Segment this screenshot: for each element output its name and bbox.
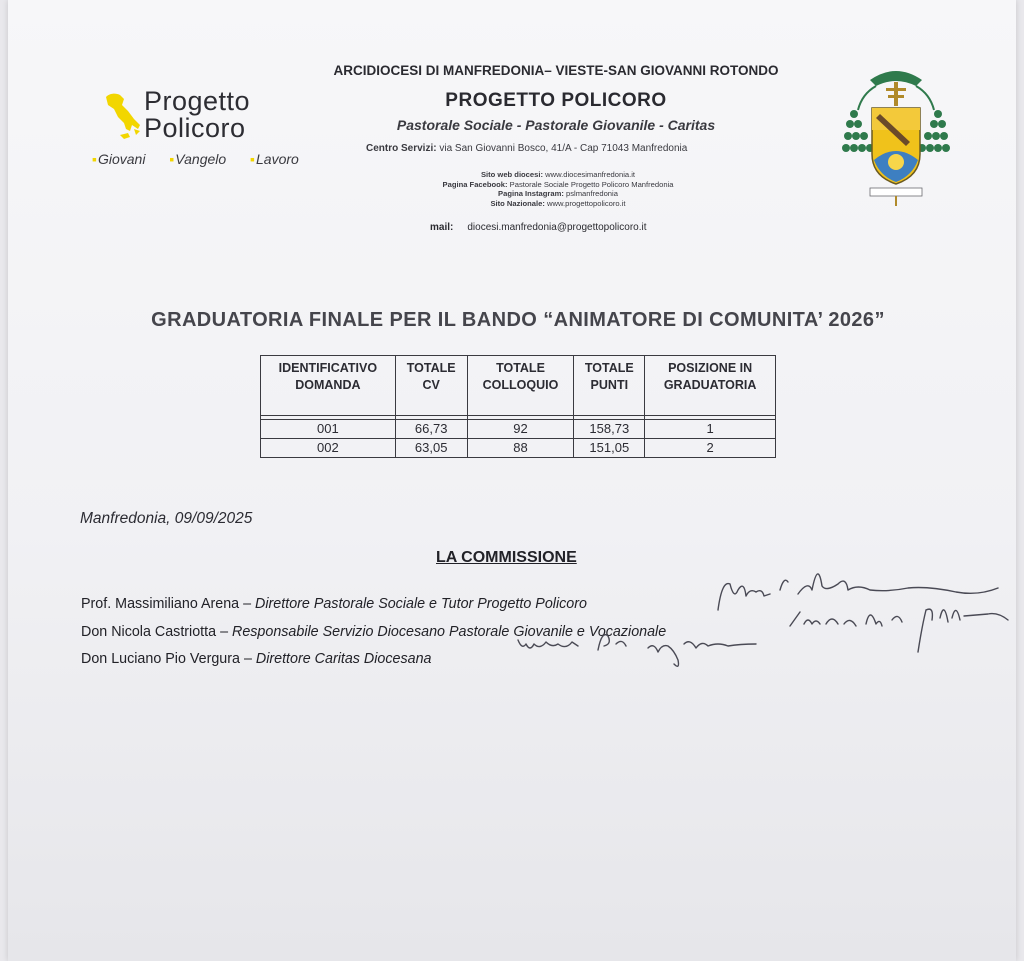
episcopal-crest-icon <box>840 64 952 210</box>
member-name: Don Luciano Pio Vergura <box>81 651 240 667</box>
logo-wordmark-line2: Policoro <box>144 113 246 143</box>
mail-address: diocesi.manfredonia@progettopolicoro.it <box>467 222 647 233</box>
logo-wordmark-line1: Progetto <box>144 86 251 116</box>
tagline-item: ▪Vangelo <box>169 151 227 167</box>
tagline-item: ▪Lavoro <box>250 151 299 167</box>
ranking-table <box>260 355 776 458</box>
column-header: TOTALE CV <box>395 356 467 416</box>
signature-arena <box>718 574 998 610</box>
national-site-line: Sito Nazionale: www.progettopolicoro.it <box>490 198 626 208</box>
mail-label: mail: <box>430 222 454 233</box>
member-name: Prof. Massimiliano Arena <box>81 596 240 612</box>
handwritten-signatures <box>508 540 1018 680</box>
table-cell: 92 <box>467 420 574 439</box>
facebook-line: Pagina Facebook: Pastorale Sociale Progetto Policoro Manfredonia <box>442 179 674 189</box>
table-cell: 2 <box>645 439 776 458</box>
project-title: PROGETTO POLICORO <box>445 90 667 111</box>
document-date: Manfredonia, 09/09/2025 <box>80 510 253 527</box>
member-role: Responsabile Servizio Diocesano Pastorale Giovanile e Vocazionale <box>232 624 667 640</box>
column-header: TOTALE COLLOQUIO <box>467 356 574 416</box>
service-center-address: via San Giovanni Bosco, 41/A - Cap 71043 Manfredonia <box>439 143 688 154</box>
table-header-row <box>261 356 776 416</box>
table-cell: 66,73 <box>395 420 467 439</box>
logo-tagline <box>92 151 319 167</box>
tagline-item: ▪Giovani <box>92 151 146 167</box>
table-row <box>261 439 776 458</box>
document-title: GRADUATORIA FINALE PER IL BANDO “ANIMATORE DI COMUNITA’ 2026” <box>151 309 885 331</box>
service-center-line <box>366 143 687 154</box>
website-line: Sito web diocesi: www.diocesimanfredonia.it <box>480 170 636 179</box>
commission-member: Don Luciano Pio Vergura – Direttore Caritas Diocesana <box>81 651 432 667</box>
signature-castriotta <box>790 609 1008 652</box>
table-cell: 151,05 <box>574 439 645 458</box>
table-cell: 001 <box>261 420 396 439</box>
commission-heading: LA COMMISSIONE <box>436 549 577 566</box>
table-row <box>261 420 776 439</box>
table-cell: 1 <box>645 420 776 439</box>
commission-member: Don Nicola Castriotta – Responsabile Servizio Diocesano Pastorale Giovanile e Vocazionale <box>81 624 667 640</box>
service-center-label: Centro Servizi: <box>366 143 437 154</box>
table-cell: 158,73 <box>574 420 645 439</box>
mail-line <box>430 222 646 233</box>
column-header: IDENTIFICATIVO DOMANDA <box>261 356 396 416</box>
table-cell: 002 <box>261 439 396 458</box>
project-subtitle: Pastorale Sociale - Pastorale Giovanile - Caritas <box>396 117 716 133</box>
table-cell: 88 <box>467 439 574 458</box>
column-header: POSIZIONE IN GRADUATORIA <box>645 356 776 416</box>
column-header: TOTALE PUNTI <box>574 356 645 416</box>
contact-lines <box>388 170 728 208</box>
table-cell: 63,05 <box>395 439 467 458</box>
member-role: Direttore Pastorale Sociale e Tutor Progetto Policoro <box>255 596 587 612</box>
instagram-line: Pagina Instagram: pslmanfredonia <box>498 189 618 199</box>
archdiocese-heading: ARCIDIOCESI DI MANFREDONIA– VIESTE-SAN GIOVANNI ROTONDO <box>333 63 779 78</box>
member-role: Direttore Caritas Diocesana <box>255 651 432 667</box>
document-page <box>8 0 1016 961</box>
signature-vergura <box>518 635 756 667</box>
commission-member: Prof. Massimiliano Arena – Direttore Pastorale Sociale e Tutor Progetto Policoro <box>81 596 587 612</box>
member-name: Don Nicola Castriotta <box>81 624 217 640</box>
